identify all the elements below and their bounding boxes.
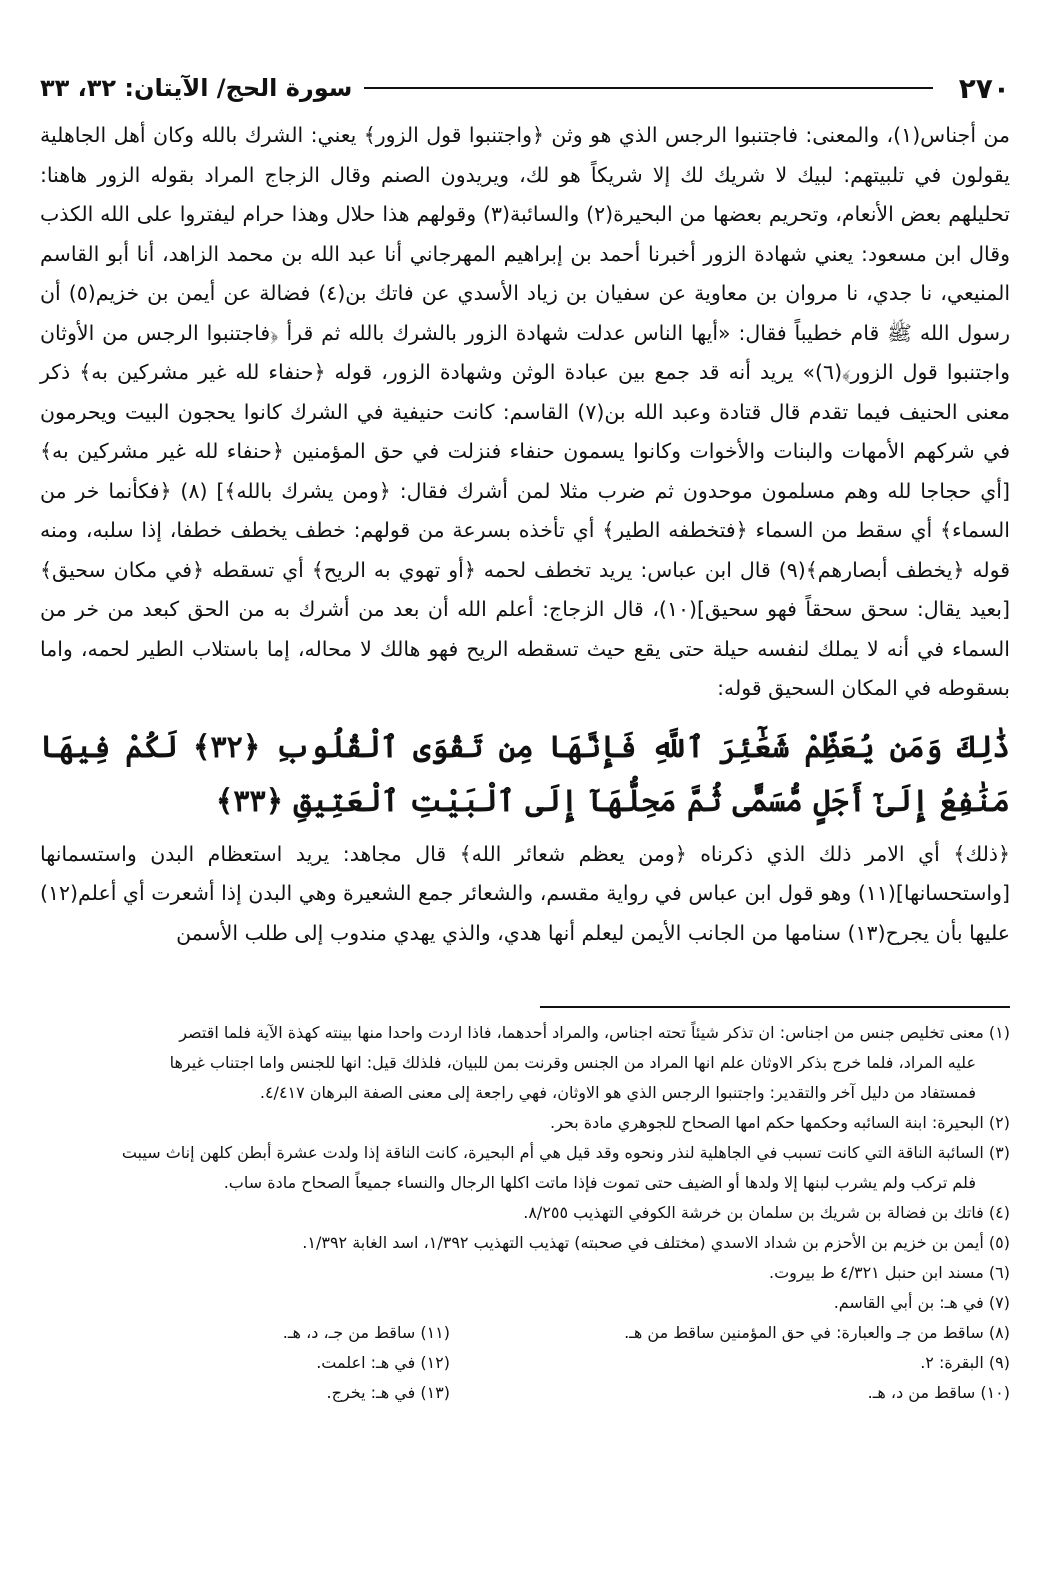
footnotes <box>40 1018 1010 1408</box>
footnote: (١٣) في هـ: يخرج. <box>326 1383 450 1402</box>
commentary-paragraph: ﴿ذلك﴾ أي الامر ذلك الذي ذكرناه ﴿ومن يعظم شعائر الله﴾ قال مجاهد: يريد استعظام البدن واستسمانها [واستحسانها](١١) وهو قول ابن عباس في رواية مقسم، والشعائر جمع الشعيرة وهي البدن إذا أشعرت أي أعلم(١٢) عليها بأن يجرح(١٣) سنامها من الجانب الأيمن ليعلم أنها هدي، والذي يهدي مندوب إلى طلب الأسمن <box>40 841 1010 945</box>
footnote-column-right <box>450 1318 1010 1408</box>
footnote-columns <box>40 1318 1010 1408</box>
footnote: (٩) البقرة: ٢. <box>920 1353 1010 1372</box>
footnote: (٢) البحيرة: ابنة السائبه وحكمها حكم امها الصحاح للجوهري مادة بحر. <box>549 1113 1010 1132</box>
footnote-column-left <box>40 1318 450 1408</box>
footnote: (١٢) في هـ: اعلمت. <box>316 1353 450 1372</box>
footnote: (٦) مسند ابن حنبل ٤/٣٢١ ط بيروت. <box>769 1263 1010 1282</box>
footnote-continuation: فمستفاد من دليل آخر والتقدير: واجتنبوا الرجس الذي هو الاوثان، فهي راجعة إلى معنى الصفة البرهان ٤/٤١٧. <box>259 1083 976 1102</box>
footnote-divider <box>540 1006 1010 1008</box>
commentary-body <box>40 116 1010 953</box>
quran-verse: ذَٰلِكَ وَمَن يُعَظِّمْ شَعَٰٓئِرَ ٱللَّهِ فَإِنَّهَا مِن تَقْوَى ٱلْقُلُوبِ ﴿٣٢﴾ لَكُمْ فِيهَا مَنَٰفِعُ إِلَىٰٓ أَجَلٍ مُّسَمًّى ثُمَّ مَحِلُّهَآ إِلَى ٱلْبَيْتِ ٱلْعَتِيقِ ﴿٣٣﴾ <box>40 729 1011 819</box>
page-number: ٢٧٠ <box>958 71 1010 105</box>
footnote: (٤) فاتك بن فضالة بن شريك بن سلمان بن خرشة الكوفي التهذيب ٨/٢٥٥. <box>523 1203 1010 1222</box>
footnote: (٧) في هـ: بن أبي القاسم. <box>833 1293 1010 1312</box>
footnote: (٨) ساقط من جـ والعبارة: في حق المؤمنين ساقط من هـ. <box>624 1323 1010 1342</box>
commentary-paragraph: من أجناس(١)، والمعنى: فاجتنبوا الرجس الذي هو وثن ﴿واجتنبوا قول الزور﴾ يعني: الشرك بالله وكان أهل الجاهلية يقولون في تلبيتهم: لبيك لا شريك لك إلا شريكاً هو لك، ويريدون الصنم وقال الزجاج المراد بقوله الزور هاهنا: تحليلهم بعض الأنعام، وتحريم بعضها من البحيرة(٢) والسائبة(٣) وقولهم هذا حلال وهذا حرام ليفتروا على الله الكذب وقال ابن مسعود: يعني شهادة الزور أخبرنا أحمد بن إبراهيم المهرجاني أنا عبد الله بن محمد الزاهد، أنا أبو القاسم المنيعي، نا جدي، نا مروان بن معاوية عن سفيان بن زياد الأسدي عن فاتك بن(٤) فضالة عن أيمن بن خزيم(٥) أن رسول الله ﷺ قام خطيباً فقال: «أيها الناس عدلت شهادة الزور بالشرك بالله ثم قرأ ﴿فاجتنبوا الرجس من الأوثان واجتنبوا قول الزور﴾(٦)» يريد أنه قد جمع بين عبادة الوثن وشهادة الزور، قوله ﴿حنفاء لله غير مشركين به﴾ ذكر معنى الحنيف فيما تقدم قال قتادة وعبد الله بن(٧) القاسم: كانت حنيفية في الشرك كانوا يحجون البيت ويحرمون في شركهم الأمهات والبنات والأخوات وكانوا يسمون حنفاء فنزلت في حق المؤمنين ﴿حنفاء لله غير مشركين به﴾ [أي حجاجا لله وهم مسلمون موحدون ثم ضرب مثلا لمن أشرك فقال: ﴿ومن يشرك بالله﴾] (٨) ﴿فكأنما خر من السماء﴾ أي سقط من السماء ﴿فتخطفه الطير﴾ أي تأخذه بسرعة من قولهم: خطف يخطف خطفا، إذا سلبه، ومنه قوله ﴿يخطف أبصارهم﴾(٩) قال ابن عباس: يريد تخطف لحمه ﴿أو تهوي به الريح﴾ أي تسقطه ﴿في مكان سحيق﴾ [بعيد يقال: سحق سحقاً فهو سحيق](١٠)، قال الزجاج: أعلم الله أن بعد من أشرك به من الحق كبعد من خر من السماء في أنه لا يملك لنفسه حيلة حتى يقع حيث تسقطه الريح فهو هالك لا محاله، إما باستلاب الطير لحمه، واما بسقوطه في المكان السحيق قوله: <box>40 123 1011 700</box>
footnote: (٣) السائبة الناقة التي كانت تسبب في الجاهلية لنذر ونحوه وقد قيل هي أم البحيرة، كانت الناقة إذا ولدت عشرة أبطن كلهن إناث سيبت <box>121 1143 1010 1162</box>
footnote-continuation: فلم تركب ولم يشرب لبنها إلا ولدها أو الضيف حتى تموت فإذا ماتت اكلها الرجال والنساء جميعاً الصحاح مادة ساب. <box>223 1173 976 1192</box>
page-header <box>40 64 1010 112</box>
footnote: (١١) ساقط من جـ، د، هـ. <box>282 1323 450 1342</box>
footnote-continuation: عليه المراد، فلما خرج بذكر الاوثان علم انها المراد من الجنس وقرنت بمن للبيان، فلذلك قيل: انها للجنس واما اجتناب غيرها <box>169 1053 976 1072</box>
footnote: (١٠) ساقط من د، هـ. <box>867 1383 1010 1402</box>
surah-reference: سورة الحج/ الآيتان: ٣٢، ٣٣ <box>40 74 353 102</box>
footnote: (١) معنى تخليص جنس من اجناس: ان تذكر شيئاً تحته اجناس، والمراد أحدهما، فاذا اردت واحدا منها بينته كهذة الآية فلما اقتصر <box>179 1023 1010 1042</box>
footnote: (٥) أيمن بن خزيم بن الأحزم بن شداد الاسدي (مختلف في صحبته) تهذيب التهذيب ١/٣٩٢، اسد الغابة ١/٣٩٢. <box>302 1233 1010 1252</box>
header-divider <box>364 87 932 89</box>
